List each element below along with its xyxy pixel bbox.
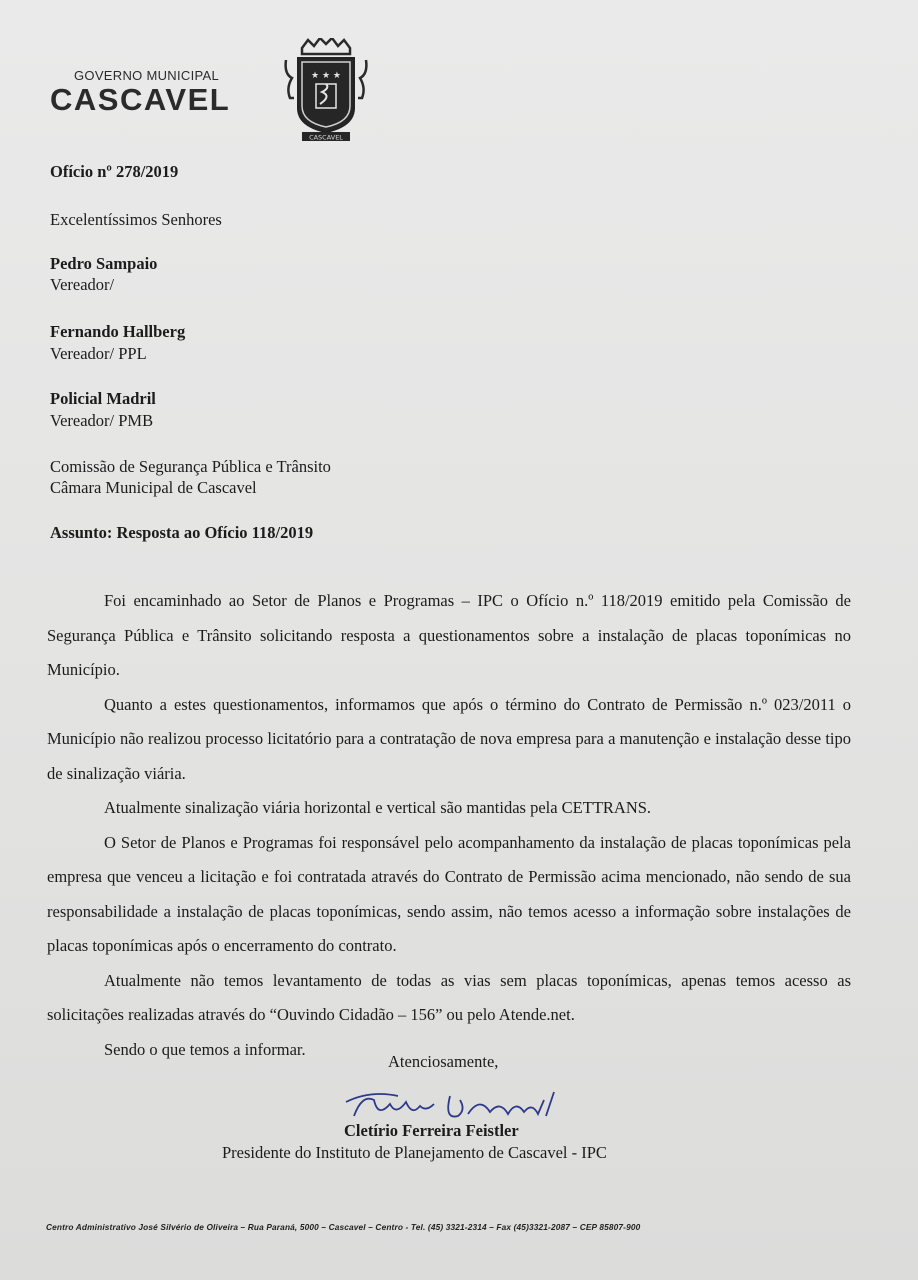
closing: Atenciosamente,	[388, 1052, 499, 1071]
body-paragraph: Atualmente sinalização viária horizontal e vertical são mantidas pela CETTRANS.	[104, 798, 652, 817]
recipient-name: Pedro Sampaio	[50, 254, 158, 273]
signer-title: Presidente do Instituto de Planejamento de Cascavel - IPC	[222, 1143, 607, 1162]
salutation: Excelentíssimos Senhores	[50, 210, 222, 229]
chamber-name: Câmara Municipal de Cascavel	[50, 478, 257, 497]
body-paragraph: Atualmente não temos levantamento de todas as vias sem placas toponímicas, apenas temos acesso as solicitações realizadas através do “Ouvindo Cidadão – 156” ou pelo Atende.net.	[47, 970, 851, 1024]
coat-of-arms-icon	[280, 38, 372, 142]
logo-subtitle: GOVERNO MUNICIPAL	[74, 68, 219, 83]
letter-body	[47, 584, 851, 1067]
commission-name: Comissão de Segurança Pública e Trânsito	[50, 457, 331, 476]
municipal-logo	[50, 68, 230, 115]
signer-name: Cletírio Ferreira Feistler	[344, 1121, 519, 1140]
recipient-name: Policial Madril	[50, 389, 156, 408]
recipient-role: Vereador/ PMB	[50, 411, 154, 430]
body-paragraph: Foi encaminhado ao Setor de Planos e Programas – IPC o Ofício n.º 118/2019 emitido pela Comissão de Segurança Pública e Trânsito solicitando resposta a questionamentos sobre a instalação de placas toponímicas no Município.	[47, 591, 851, 679]
reference-number: Ofício nº 278/2019	[50, 162, 179, 181]
body-paragraph: Quanto a estes questionamentos, informamos que após o término do Contrato de Permissão n.º 023/2011 o Município não realizou processo licitatório para a contratação de nova empresa para a manutenção e instalação desse tipo de sinalização viária.	[47, 694, 851, 783]
body-paragraph: O Setor de Planos e Programas foi responsável pelo acompanhamento da instalação de placas toponímicas pela empresa que venceu a licitação e foi contratada através do Contrato de Permissão acima mencionado, não sendo de sua responsabilidade a instalação de placas toponímicas, sendo assim, não temos acesso a informação sobre instalações de placas toponímicas após o encerramento do contrato.	[47, 832, 851, 955]
recipient-role: Vereador/ PPL	[50, 344, 147, 363]
recipient-role: Vereador/	[50, 275, 115, 294]
crest-label: CASCAVEL	[309, 133, 343, 142]
footer-address: Centro Administrativo José Silvério de Oliveira – Rua Paraná, 5000 – Cascavel – Centro - Tel. (45) 3321-2314 – Fax (45)3321-2087 – CEP 85807-900	[46, 1222, 641, 1232]
subject-line: Assunto: Resposta ao Ofício 118/2019	[50, 523, 314, 542]
body-paragraph: Sendo o que temos a informar.	[104, 1039, 306, 1059]
logo-title: CASCAVEL	[50, 82, 231, 117]
recipient-name: Fernando Hallberg	[50, 322, 186, 341]
svg-text:★ ★ ★: ★ ★ ★	[311, 71, 341, 81]
